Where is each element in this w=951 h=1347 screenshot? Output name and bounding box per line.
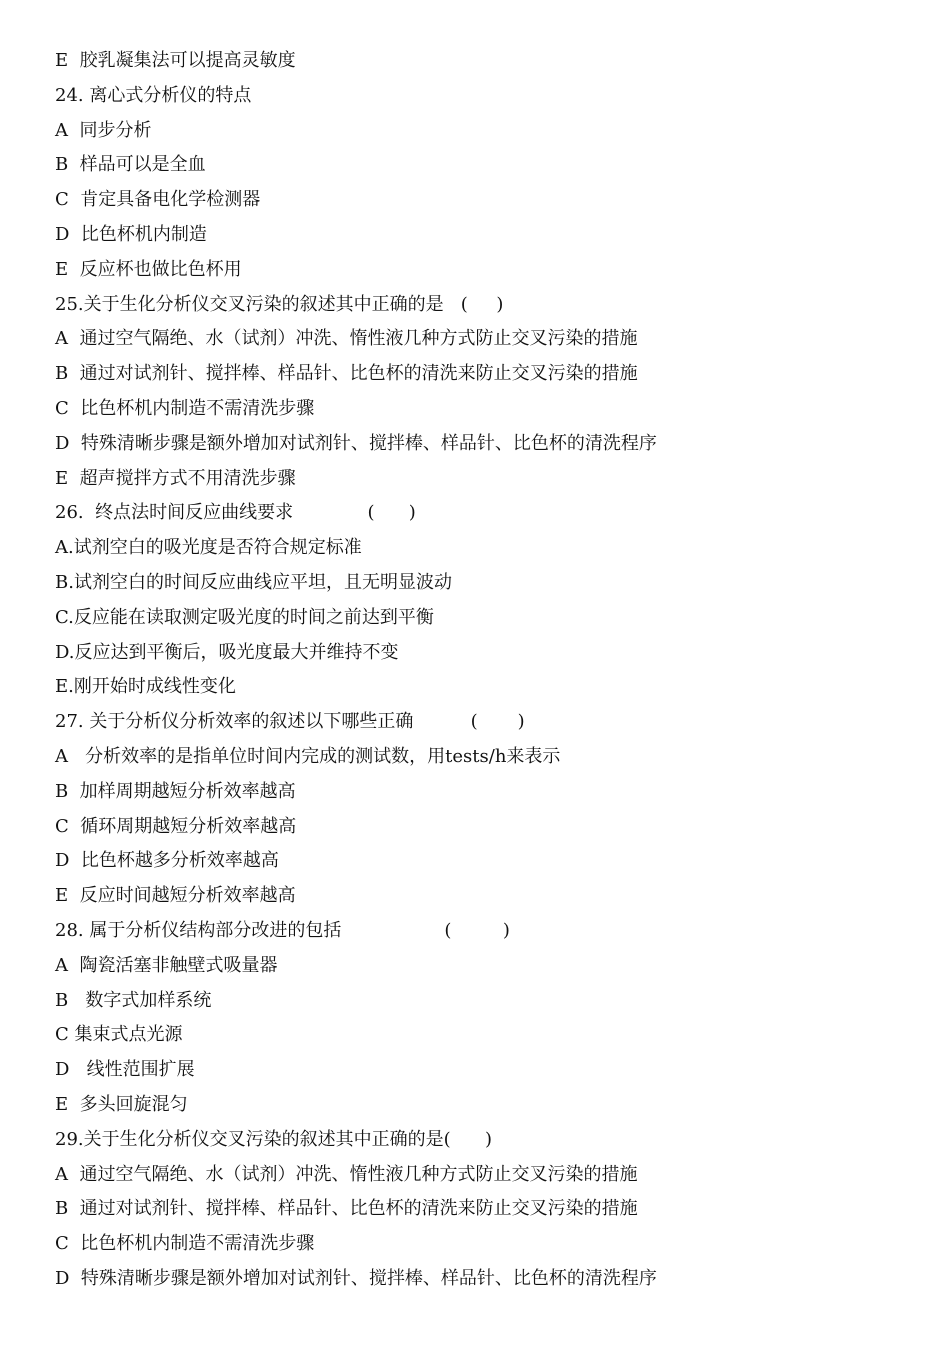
- option-e-line: E 反应杯也做比色杯用: [55, 258, 242, 280]
- question-26: 26. 终点法时间反应曲线要求 ( ): [55, 502, 416, 524]
- option-b-line: B 数字式加样系统: [55, 989, 212, 1011]
- question-27: 27. 关于分析仪分析效率的叙述以下哪些正确 ( ): [55, 711, 525, 733]
- option-c-line: C.反应能在读取测定吸光度的时间之前达到平衡: [55, 606, 434, 628]
- option-e-line: E 反应时间越短分析效率越高: [55, 885, 296, 907]
- option-b-line: B 加样周期越短分析效率越高: [55, 780, 296, 802]
- option-c-line: C 比色杯机内制造不需清洗步骤: [55, 397, 315, 419]
- question-29: 29.关于生化分析仪交叉污染的叙述其中正确的是( ): [55, 1128, 492, 1150]
- option-c-line: C 循环周期越短分析效率越高: [55, 815, 297, 837]
- option-b-line: B 样品可以是全血: [55, 154, 206, 176]
- option-a-line: A 分析效率的是指单位时间内完成的测试数，用tests/h来表示: [55, 745, 561, 767]
- option-d-line: D 比色杯机内制造: [55, 223, 207, 245]
- option-d-line: D 比色杯越多分析效率越高: [55, 850, 279, 872]
- option-c-line: C 肯定具备电化学检测器: [55, 189, 261, 211]
- option-c-line: C 集束式点光源: [55, 1024, 183, 1046]
- document-page: [55, 44, 915, 1297]
- question-24: 24. 离心式分析仪的特点: [55, 84, 252, 106]
- option-c-line: C 比色杯机内制造不需清洗步骤: [55, 1233, 315, 1255]
- option-d-line: D 特殊清晰步骤是额外增加对试剂针、搅拌棒、样品针、比色杯的清洗程序: [55, 432, 657, 454]
- option-a-line: A 通过空气隔绝、水（试剂）冲洗、惰性液几种方式防止交叉污染的措施: [55, 328, 638, 350]
- option-d-line: D 特殊清晰步骤是额外增加对试剂针、搅拌棒、样品针、比色杯的清洗程序: [55, 1267, 657, 1289]
- option-d-line: D 线性范围扩展: [55, 1059, 195, 1081]
- option-e-line: E 胶乳凝集法可以提高灵敏度: [55, 50, 296, 71]
- option-b-line: B 通过对试剂针、搅拌棒、样品针、比色杯的清洗来防止交叉污染的措施: [55, 363, 638, 385]
- option-a-line: A 通过空气隔绝、水（试剂）冲洗、惰性液几种方式防止交叉污染的措施: [55, 1163, 638, 1185]
- option-b-line: B.试剂空白的时间反应曲线应平坦，且无明显波动: [55, 571, 452, 593]
- option-b-line: B 通过对试剂针、搅拌棒、样品针、比色杯的清洗来防止交叉污染的措施: [55, 1198, 638, 1220]
- option-a-line: A.试剂空白的吸光度是否符合规定标准: [55, 537, 362, 559]
- option-e-line: E.刚开始时成线性变化: [55, 676, 236, 698]
- option-e-line: E 超声搅拌方式不用清洗步骤: [55, 467, 296, 489]
- question-25: 25.关于生化分析仪交叉污染的叙述其中正确的是 ( ): [55, 293, 504, 315]
- option-d-line: D.反应达到平衡后，吸光度最大并维持不变: [55, 641, 399, 663]
- question-28: 28. 属于分析仪结构部分改进的包括 ( ): [55, 919, 510, 941]
- option-e-line: E 多头回旋混匀: [55, 1093, 188, 1115]
- option-a-line: A 陶瓷活塞非触壁式吸量器: [55, 954, 278, 976]
- option-a-line: A 同步分析: [55, 119, 152, 141]
